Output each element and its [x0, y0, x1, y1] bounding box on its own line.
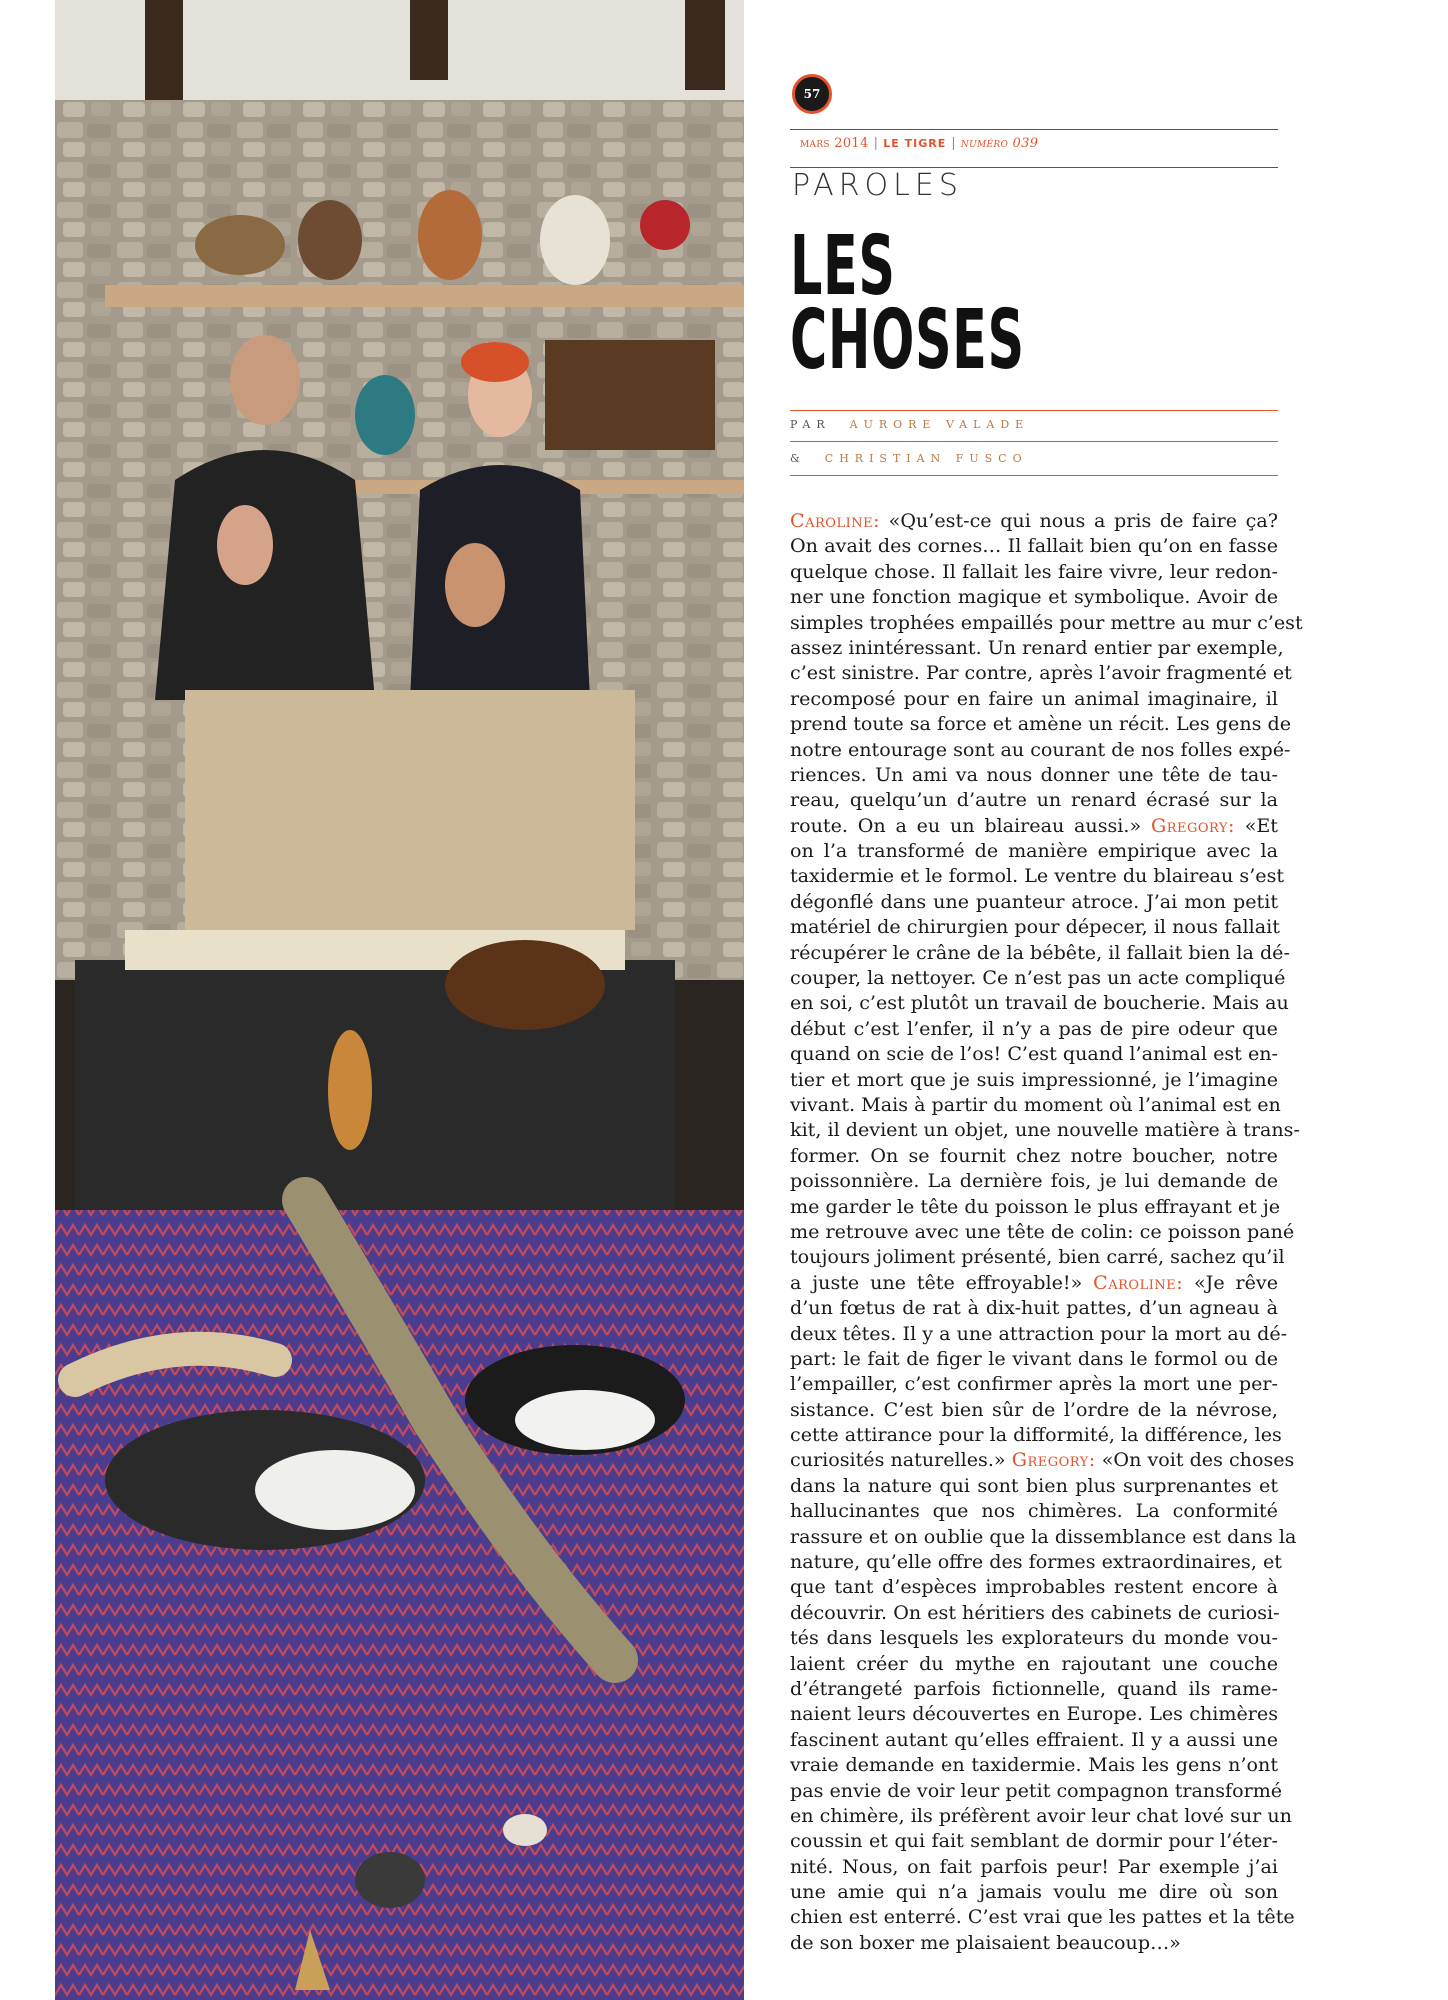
article-line: [790, 1701, 1278, 1726]
line-text: pas envie de voir leur petit compagnon transformé: [790, 1778, 1283, 1802]
line-text: rassure et on oublie que la dissemblance est dans la: [790, 1524, 1297, 1548]
line-text: tés dans lesquels les explorateurs du monde vou-: [790, 1626, 1278, 1650]
article-line: [790, 1752, 1278, 1777]
article-line: [790, 610, 1303, 635]
headline-line-1: LES: [790, 219, 896, 314]
line-text: couper, la nettoyer. Ce n’est pas un acte compliqué: [790, 966, 1286, 990]
line-text: que tant d’espèces improbables restent encore à: [790, 1575, 1278, 1599]
line-text: part: le fait de figer le vivant dans le formol ou de: [790, 1346, 1278, 1370]
line-text: d’étrangeté parfois fictionnelle, quand ils rame-: [790, 1676, 1278, 1700]
line-text: «Et: [1234, 813, 1278, 837]
line-text: dans la nature qui sont bien plus surprenantes et: [790, 1473, 1278, 1497]
person-left-face: [230, 335, 300, 425]
article-line: [790, 1676, 1278, 1701]
line-text: une amie qui n’a jamais voulu me dire où son: [790, 1880, 1278, 1904]
article-line: [790, 686, 1278, 711]
article-line: [790, 1904, 1295, 1929]
article-line: [790, 584, 1278, 609]
line-text: me garder le tête du poisson le plus effrayant et je: [790, 1194, 1281, 1218]
article-line: [790, 737, 1291, 762]
line-text: fascinent autant qu’elles effraient. Il y a aussi une: [790, 1727, 1278, 1751]
line-text: matériel de chirurgien pour dépecer, il nous fallait: [790, 915, 1280, 939]
line-text: l’empailler, c’est confirmer après la mort une per-: [790, 1372, 1278, 1396]
byline-name: CHRISTIAN FUSCO: [824, 452, 1028, 465]
speaker-name: Gregory:: [1011, 1448, 1096, 1472]
line-text: «Qu’est-ce qui nous a pris de faire ça?: [880, 509, 1278, 532]
line-text: notre entourage sont au courant de nos folles expé-: [790, 737, 1291, 761]
line-text: c’est sinistre. Par contre, après l’avoir fragmenté et: [790, 661, 1292, 685]
line-text: début c’est l’enfer, il n’y a pas de pire odeur que: [790, 1016, 1278, 1040]
line-text: a juste une tête effroyable!»: [790, 1270, 1094, 1294]
line-text: d’un fœtus de rat à dix-huit pattes, d’un agneau à: [790, 1296, 1278, 1320]
byline-rule: [790, 475, 1278, 476]
line-text: deux têtes. Il y a une attraction pour la mort au dé-: [790, 1321, 1288, 1345]
line-text: former. On se fournit chez notre boucher, notre: [790, 1143, 1278, 1167]
line-text: on l’a transformé de manière empirique avec la: [790, 839, 1278, 863]
line-text: cette attirance pour la difformité, la différence, les: [790, 1423, 1282, 1447]
line-text: recomposé pour en faire un animal imaginaire, il: [790, 686, 1278, 710]
article-line: [790, 838, 1278, 863]
speaker-name: Caroline:: [790, 509, 881, 532]
article-line: [790, 1016, 1278, 1041]
speaker-name: Gregory:: [1150, 813, 1235, 837]
article-line: [790, 711, 1292, 736]
line-text: On avait des cornes… Il fallait bien qu’on en fasse: [790, 534, 1278, 558]
line-text: «On voit des choses: [1095, 1448, 1295, 1472]
article-line: [790, 1168, 1278, 1193]
speaker-name: Caroline:: [1093, 1270, 1184, 1294]
article-line: [790, 813, 1278, 838]
article-line: [790, 1092, 1281, 1117]
line-text: sistance. C’est bien sûr de l’ordre de la névrose,: [790, 1397, 1278, 1421]
article-column: [790, 0, 1303, 2000]
article-line: [790, 1371, 1278, 1396]
article-line: [790, 914, 1278, 939]
article-line: [790, 1778, 1283, 1803]
article-line: [790, 508, 1278, 533]
ceiling-beam: [145, 0, 183, 100]
issue-date: mars 2014: [800, 136, 869, 151]
line-text: assez inintéressant. Un renard entier par exemple,: [790, 635, 1284, 659]
article-line: [790, 1194, 1281, 1219]
line-text: quelque chose. Il fallait les faire vivre, leur redon-: [790, 559, 1278, 583]
line-text: naient leurs découvertes en Europe. Les chimères: [790, 1702, 1278, 1726]
line-text: nité. Nous, on fait parfois peur! Par exemple j’ai: [790, 1854, 1278, 1878]
article-line: [790, 1600, 1278, 1625]
byline-prefix: PAR: [790, 418, 831, 431]
article-line: [790, 1397, 1278, 1422]
article-line: [790, 1574, 1278, 1599]
headline: [790, 219, 1025, 388]
article-line: [790, 1067, 1278, 1092]
article-line: [790, 1651, 1278, 1676]
line-text: récupérer le crâne de la bébête, il fallait bien la dé-: [790, 940, 1290, 964]
article-line: [790, 1524, 1297, 1549]
line-text: simples trophées empaillés pour mettre au mur c’est: [790, 610, 1303, 634]
article-line: [790, 889, 1278, 914]
byline-prefix: &: [790, 452, 806, 465]
line-text: en soi, c’est plutôt un travail de boucherie. Mais au: [790, 991, 1289, 1015]
article-line: [790, 1422, 1282, 1447]
line-text: «Je rêve: [1183, 1270, 1278, 1294]
article-line: [790, 965, 1286, 990]
line-text: nature, qu’elle offre des formes extraordinaires, et: [790, 1550, 1282, 1574]
article-line: [790, 635, 1284, 660]
upper-shelf: [105, 285, 744, 307]
headline-line-2: CHOSES: [790, 293, 1025, 388]
line-text: curiosités naturelles.»: [790, 1448, 1012, 1472]
article-line: [790, 1803, 1292, 1828]
article-photo: [55, 0, 744, 2000]
article-line: [790, 660, 1292, 685]
line-text: tier et mort que je suis impressionné, je l’imagine: [790, 1067, 1278, 1091]
article-line: [790, 559, 1278, 584]
line-text: reau, quelqu’un d’autre un renard écrasé sur la: [790, 788, 1278, 812]
article-line: [790, 1828, 1278, 1853]
line-text: quand on scie de l’os! C’est quand l’animal est en-: [790, 1042, 1278, 1066]
article-line: [790, 762, 1278, 787]
magazine-name: LE TIGRE: [883, 137, 947, 150]
section-title: PAROLES: [792, 168, 963, 203]
article-line: [790, 1117, 1300, 1142]
header-rule: [790, 129, 1278, 130]
open-chest-lid: [185, 690, 635, 930]
article-line: [790, 990, 1289, 1015]
article-line: [790, 863, 1285, 888]
article-line: [790, 1321, 1288, 1346]
byline-author-1: [790, 418, 1278, 431]
article-line: [790, 1041, 1278, 1066]
article-line: [790, 1219, 1295, 1244]
line-text: route. On a eu un blaireau aussi.»: [790, 813, 1151, 837]
line-text: laient créer du mythe en rajoutant une couche: [790, 1651, 1278, 1675]
line-text: dégonflé dans une puanteur atroce. J’ai mon petit: [790, 889, 1278, 913]
line-text: vraie demande en taxidermie. Mais les gens n’ont: [790, 1753, 1278, 1777]
line-text: prend toute sa force et amène un récit. Les gens de: [790, 712, 1292, 736]
byline-rule: [790, 410, 1278, 411]
photo-illustration: [55, 0, 744, 2000]
article-line: [790, 1879, 1278, 1904]
article-line: [790, 1244, 1285, 1269]
line-text: me retrouve avec une tête de colin: ce poisson pané: [790, 1219, 1295, 1243]
article-line: [790, 1270, 1278, 1295]
line-text: taxidermie et le formol. Le ventre du blaireau s’est: [790, 864, 1285, 888]
line-text: de son boxer me plaisaient beaucoup…»: [790, 1930, 1181, 1954]
article-line: [790, 1549, 1282, 1574]
issue-line: mars 2014 | LE TIGRE | numéro 039: [800, 136, 1039, 151]
byline-author-2: [790, 452, 1278, 465]
line-text: ner une fonction magique et symbolique. Avoir de: [790, 585, 1278, 609]
article-line: [790, 1498, 1278, 1523]
page-number: 57: [792, 74, 832, 114]
line-text: vivant. Mais à partir du moment où l’animal est en: [790, 1092, 1281, 1116]
line-text: kit, il devient un objet, une nouvelle matière à trans-: [790, 1118, 1300, 1142]
article-line: [790, 533, 1278, 558]
line-text: poissonnière. La dernière fois, je lui demande de: [790, 1169, 1278, 1193]
article-line: [790, 1930, 1278, 1955]
article-body: [790, 508, 1303, 1955]
issue-number: numéro 039: [960, 136, 1039, 151]
article-line: [790, 1346, 1278, 1371]
article-line: [790, 787, 1278, 812]
article-line: [790, 1625, 1278, 1650]
article-line: [790, 940, 1290, 965]
article-line: [790, 1854, 1278, 1879]
article-line: [790, 1295, 1278, 1320]
line-text: coussin et qui fait semblant de dormir pour l’éter-: [790, 1829, 1278, 1853]
byline-name: AURORE VALADE: [849, 418, 1030, 431]
article-line: [790, 1473, 1278, 1498]
line-text: en chimère, ils préfèrent avoir leur chat lové sur un: [790, 1803, 1292, 1827]
line-text: découvrir. On est héritiers des cabinets de curiosi-: [790, 1600, 1280, 1624]
article-line: [790, 1727, 1278, 1752]
person-left-body: [155, 450, 375, 700]
line-text: hallucinantes que nos chimères. La conformité: [790, 1499, 1278, 1523]
byline-rule: [790, 441, 1278, 442]
line-text: toujours joliment présenté, bien carré, sachez qu’il: [790, 1245, 1285, 1269]
article-line: [790, 1143, 1278, 1168]
line-text: chien est enterré. C’est vrai que les pattes et la tête: [790, 1905, 1295, 1929]
article-line: [790, 1447, 1295, 1472]
line-text: riences. Un ami va nous donner une tête de tau-: [790, 762, 1278, 786]
